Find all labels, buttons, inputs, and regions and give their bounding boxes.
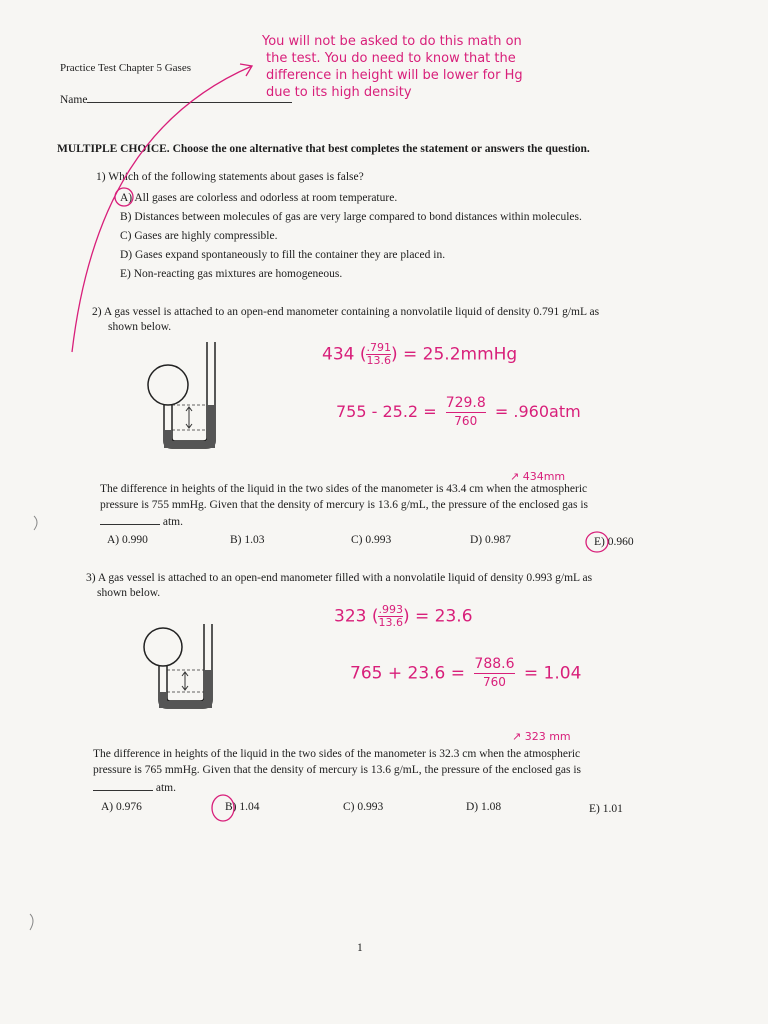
q2-height-note-value: 434mm (522, 470, 566, 483)
q3-answer-d: D) 1.08 (466, 801, 502, 813)
q2-stem-line-2: shown below. (108, 321, 172, 333)
q3-work-1-num: .993 (378, 603, 403, 616)
q3-stem-line-2: shown below. (97, 587, 161, 599)
q3-work-1-lead: 323 ( (334, 606, 379, 627)
q2-work-2-tail: = .960atm (494, 402, 581, 421)
ink-circle-q2-e (586, 532, 608, 552)
q3-work-2-tail: = 1.04 (523, 663, 582, 684)
manometer-q2-liquid-right (207, 405, 215, 445)
q2-answer-b: B) 1.03 (230, 534, 265, 546)
q3-body-line-1: The difference in heights of the liquid in the two sides of the manometer is 32.3 cm when the atmospheric (93, 748, 581, 760)
q3-work-2-lead: 765 + 23.6 = (350, 663, 465, 684)
page-title: Practice Test Chapter 5 Gases (60, 62, 191, 74)
q2-work-2-lead: 755 - 25.2 = (336, 402, 437, 421)
q3-work-2-num: 788.6 (474, 656, 515, 672)
q3-work-2-den: 760 (483, 675, 506, 689)
note-line-4: due to its high density (266, 85, 412, 100)
q1-option-a: A) All gases are colorless and odorless at room temperature. (120, 192, 398, 204)
q2-answer-a: A) 0.990 (107, 534, 148, 546)
q3-answer-b: B) 1.04 (225, 801, 260, 813)
q1-stem: 1) Which of the following statements about gases is false? (96, 171, 364, 183)
q3-work-1-tail: ) = 23.6 (402, 606, 473, 627)
q3-height-note: ↗ 323 mm (512, 730, 571, 743)
q2-answer-e: E) 0.960 (594, 536, 634, 548)
instructions-lead: MULTIPLE CHOICE. (57, 143, 170, 155)
note-line-1: You will not be asked to do this math on (262, 34, 522, 49)
q2-work-1-tail: ) = 25.2mmHg (390, 344, 518, 365)
ink-circle-q3-b (212, 795, 234, 821)
q3-answer-a: A) 0.976 (101, 801, 142, 813)
q2-work-1-num: .791 (366, 341, 391, 354)
q2-height-note: ↗ 434mm (510, 470, 566, 483)
q3-work-1-den: 13.6 (378, 616, 403, 629)
instructions-text: Choose the one alternative that best completes the statement or answers the question. (172, 143, 590, 155)
note-line-2: the test. You do need to know that the (266, 51, 516, 66)
q3-height-note-value: 323 mm (524, 730, 571, 743)
q2-body-line-1: The difference in heights of the liquid in the two sides of the manometer is 43.4 cm when the atmospheric (100, 483, 588, 495)
manometer-q2 (148, 342, 215, 448)
q2-body-line-2: pressure is 755 mmHg. Given that the density of mercury is 13.6 g/mL, the pressure of the enclosed gas is (100, 499, 589, 511)
name-label: Name (60, 94, 88, 106)
q2-answer-c: C) 0.993 (351, 534, 392, 546)
q1-option-d: D) Gases expand spontaneously to fill the container they are placed in. (120, 249, 446, 261)
q2-work-2-num: 729.8 (445, 395, 486, 411)
q2-work-1-lead: 434 ( (322, 344, 367, 365)
page-number: 1 (357, 942, 363, 954)
q3-stem-line-1: 3) A gas vessel is attached to an open-end manometer filled with a nonvolatile liquid of density 0.993 g/mL as (86, 572, 593, 584)
scan-mark-1 (34, 516, 37, 530)
q3-answer-c: C) 0.993 (343, 801, 384, 813)
q2-stem-line-1: 2) A gas vessel is attached to an open-end manometer containing a nonvolatile liquid of density 0.791 g/mL as (92, 306, 600, 318)
scan-mark-2 (30, 914, 33, 930)
note-line-3: difference in height will be lower for Hg (266, 68, 523, 83)
q1-option-c: C) Gases are highly compressible. (120, 230, 278, 242)
q2-work-1-den: 13.6 (366, 354, 391, 367)
q2-unit: atm. (162, 516, 183, 528)
q2-answer-d: D) 0.987 (470, 534, 511, 546)
ink-arrow-curve (72, 66, 252, 352)
q3-answer-e: E) 1.01 (589, 803, 623, 815)
q1-option-b: B) Distances between molecules of gas are very large compared to bond distances within molecules. (120, 211, 582, 223)
q3-body-line-2: pressure is 765 mmHg. Given that the density of mercury is 13.6 g/mL, the pressure of the enclosed gas is (93, 764, 582, 776)
manometer-q3 (144, 624, 212, 708)
manometer-q3-liquid-right (204, 670, 212, 706)
ink-circle-q1-a (115, 188, 133, 206)
q1-option-e: E) Non-reacting gas mixtures are homogeneous. (120, 268, 343, 280)
q2-work-2-den: 760 (454, 414, 478, 428)
q3-unit: atm. (155, 782, 176, 794)
